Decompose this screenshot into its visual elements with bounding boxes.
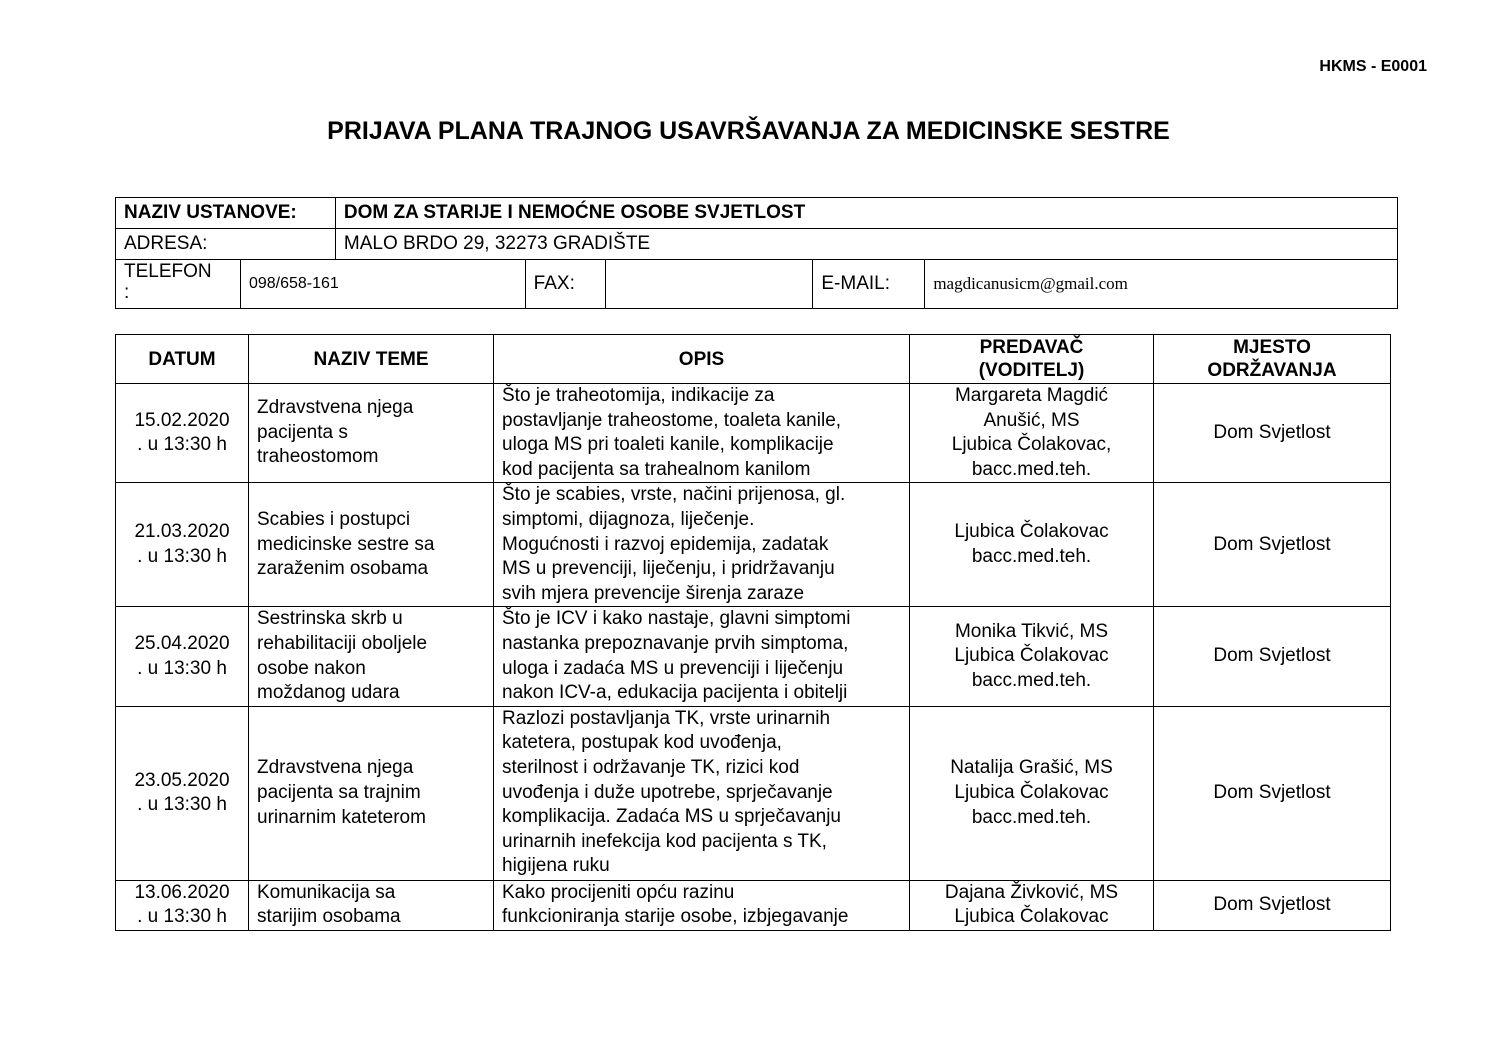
- description-cell: [494, 607, 910, 706]
- page-title: PRIJAVA PLANA TRAJNOG USAVRŠAVANJA ZA MEDICINSKE SESTRE: [327, 117, 1170, 145]
- topic-cell-line: osobe nakon: [257, 657, 366, 679]
- date-cell-line: 25.04.2020: [134, 632, 230, 654]
- lecturer-cell-line: Dajana Živković, MS: [944, 881, 1119, 903]
- date-cell: [116, 384, 249, 483]
- description-cell-line: Mogućnosti i razvoj epidemija, zadatak: [502, 533, 829, 555]
- place-cell: Dom Svjetlost: [1154, 607, 1391, 706]
- description-cell-line: nastanka prepoznavanje prvih simptoma,: [502, 632, 849, 654]
- table-row: [116, 384, 1391, 483]
- description-cell-line: kod pacijenta sa trahealnom kanilom: [502, 458, 811, 480]
- topic-cell-line: Scabies i postupci: [257, 508, 411, 530]
- date-cell-line: . u 13:30 h: [137, 434, 227, 456]
- topic-cell: [249, 706, 494, 880]
- description-cell-line: komplikacija. Zadaća MS u sprječavanju: [502, 806, 841, 828]
- lecturer-cell-line: bacc.med.teh.: [971, 545, 1092, 567]
- topic-cell-line: urinarnim kateterom: [257, 806, 426, 828]
- description-cell-line: katetera, postupak kod uvođenja,: [502, 732, 782, 754]
- description-cell-line: sterilnost i održavanje TK, rizici kod: [502, 756, 800, 778]
- description-cell-line: Kako procijeniti opću razinu: [502, 881, 735, 903]
- fax-value: [605, 260, 813, 309]
- topic-cell: [249, 384, 494, 483]
- date-cell-line: 13.06.2020: [134, 881, 230, 903]
- header-date: DATUM: [116, 335, 249, 384]
- phone-label: TELEFON :: [116, 260, 241, 309]
- date-cell: [116, 607, 249, 706]
- date-cell: [116, 880, 249, 930]
- table-row: [116, 607, 1391, 706]
- topic-cell-line: pacijenta s: [257, 421, 348, 443]
- description-cell: [494, 706, 910, 880]
- description-cell-line: Što je ICV i kako nastaje, glavni simptomi: [502, 608, 851, 630]
- header-place: MJESTO ODRŽAVANJA: [1154, 335, 1391, 384]
- lecturer-cell-line: Monika Tikvić, MS: [954, 620, 1109, 642]
- description-cell-line: uloga MS pri toaleti kanile, komplikacije: [502, 434, 834, 456]
- description-cell: [494, 880, 910, 930]
- phone-value: 098/658-161: [240, 260, 525, 309]
- institution-info-table: [115, 197, 1398, 309]
- document-code: HKMS - E0001: [1319, 58, 1427, 75]
- description-cell-line: Razlozi postavljanja TK, vrste urinarnih: [502, 707, 831, 729]
- description-cell-line: svih mjera prevencije širenja zaraze: [502, 582, 805, 604]
- description-cell-line: Što je traheotomija, indikacije za: [502, 385, 775, 406]
- topic-cell-line: Komunikacija sa: [257, 881, 396, 903]
- lecturer-cell-line: bacc.med.teh.: [971, 458, 1092, 480]
- topic-cell-line: Sestrinska skrb u: [257, 608, 403, 630]
- date-cell: [116, 483, 249, 607]
- description-cell: [494, 483, 910, 607]
- place-cell: Dom Svjetlost: [1154, 384, 1391, 483]
- description-cell-line: simptomi, dijagnoza, liječenje.: [502, 508, 755, 530]
- topic-cell-line: medicinske sestre sa: [257, 533, 435, 555]
- header-topic: NAZIV TEME: [249, 335, 494, 384]
- description-cell-line: Što je scabies, vrste, načini prijenosa, gl.: [502, 484, 846, 506]
- lecturer-cell-line: Ljubica Čolakovac: [954, 781, 1109, 803]
- institution-name-value: DOM ZA STARIJE I NEMOĆNE OSOBE SVJETLOST: [335, 198, 1397, 229]
- lecturer-cell-line: Ljubica Čolakovac: [954, 521, 1109, 543]
- topic-cell-line: starijim osobama: [257, 906, 401, 928]
- email-value: magdicanusicm@gmail.com: [925, 260, 1398, 309]
- date-cell-line: . u 13:30 h: [137, 794, 227, 816]
- description-cell-line: postavljanje traheostome, toaleta kanile,: [502, 409, 842, 431]
- date-cell-line: 21.03.2020: [134, 521, 230, 543]
- place-cell: Dom Svjetlost: [1154, 880, 1391, 930]
- description-cell-line: uloga i zadaća MS u prevenciji i liječenju: [502, 657, 844, 679]
- lecturer-cell-line: bacc.med.teh.: [971, 669, 1092, 691]
- topic-cell: [249, 483, 494, 607]
- training-plan-table: [115, 334, 1391, 931]
- institution-name-label: NAZIV USTANOVE:: [116, 198, 336, 229]
- lecturer-cell-line: Margareta Magdić: [954, 385, 1109, 406]
- lecturer-cell-line: Ljubica Čolakovac: [954, 906, 1109, 928]
- table-row: [116, 880, 1391, 930]
- lecturer-cell: [910, 384, 1154, 483]
- table-row: [116, 483, 1391, 607]
- description-cell-line: MS u prevenciji, liječenju, i pridržavanju: [502, 558, 835, 580]
- description-cell-line: urinarnih inefekcija kod pacijenta s TK,: [502, 830, 827, 852]
- topic-cell: [249, 607, 494, 706]
- description-cell-line: uvođenja i duže upotrebe, sprječavanje: [502, 781, 833, 803]
- topic-cell-line: rehabilitaciji oboljele: [257, 632, 428, 654]
- topic-cell-line: Zdravstvena njega: [257, 757, 414, 779]
- lecturer-cell: [910, 607, 1154, 706]
- lecturer-cell-line: Ljubica Čolakovac: [954, 645, 1109, 667]
- topic-cell: [249, 880, 494, 930]
- header-lecturer: PREDAVAČ (VODITELJ): [910, 335, 1154, 384]
- place-cell: Dom Svjetlost: [1154, 483, 1391, 607]
- topic-cell-line: Zdravstvena njega: [257, 397, 414, 419]
- date-cell-line: . u 13:30 h: [137, 906, 227, 928]
- topic-cell-line: pacijenta sa trajnim: [257, 781, 421, 803]
- lecturer-cell: [910, 483, 1154, 607]
- lecturer-cell: [910, 880, 1154, 930]
- table-row: [116, 706, 1391, 880]
- lecturer-cell-line: Anušić, MS: [983, 409, 1080, 431]
- lecturer-cell-line: bacc.med.teh.: [971, 806, 1092, 828]
- description-cell-line: nakon ICV-a, edukacija pacijenta i obitelji: [502, 682, 848, 704]
- address-label: ADRESA:: [116, 229, 336, 260]
- description-cell-line: higijena ruku: [502, 855, 610, 877]
- lecturer-cell-line: Ljubica Čolakovac,: [951, 434, 1112, 456]
- date-cell-line: 15.02.2020: [134, 409, 230, 431]
- date-cell-line: . u 13:30 h: [137, 545, 227, 567]
- date-cell-line: 23.05.2020: [134, 769, 230, 791]
- lecturer-cell: [910, 706, 1154, 880]
- topic-cell-line: zaraženim osobama: [257, 558, 429, 580]
- header-description: OPIS: [494, 335, 910, 384]
- date-cell-line: . u 13:30 h: [137, 657, 227, 679]
- place-cell: Dom Svjetlost: [1154, 706, 1391, 880]
- fax-label: FAX:: [525, 260, 605, 309]
- description-cell-line: funkcioniranja starije osobe, izbjegavanje: [502, 906, 849, 928]
- lecturer-cell-line: Natalija Grašić, MS: [950, 757, 1113, 779]
- address-value: MALO BRDO 29, 32273 GRADIŠTE: [335, 229, 1397, 260]
- topic-cell-line: traheostomom: [257, 446, 379, 468]
- date-cell: [116, 706, 249, 880]
- topic-cell-line: moždanog udara: [257, 682, 400, 704]
- description-cell: [494, 384, 910, 483]
- email-label: E-MAIL:: [813, 260, 925, 309]
